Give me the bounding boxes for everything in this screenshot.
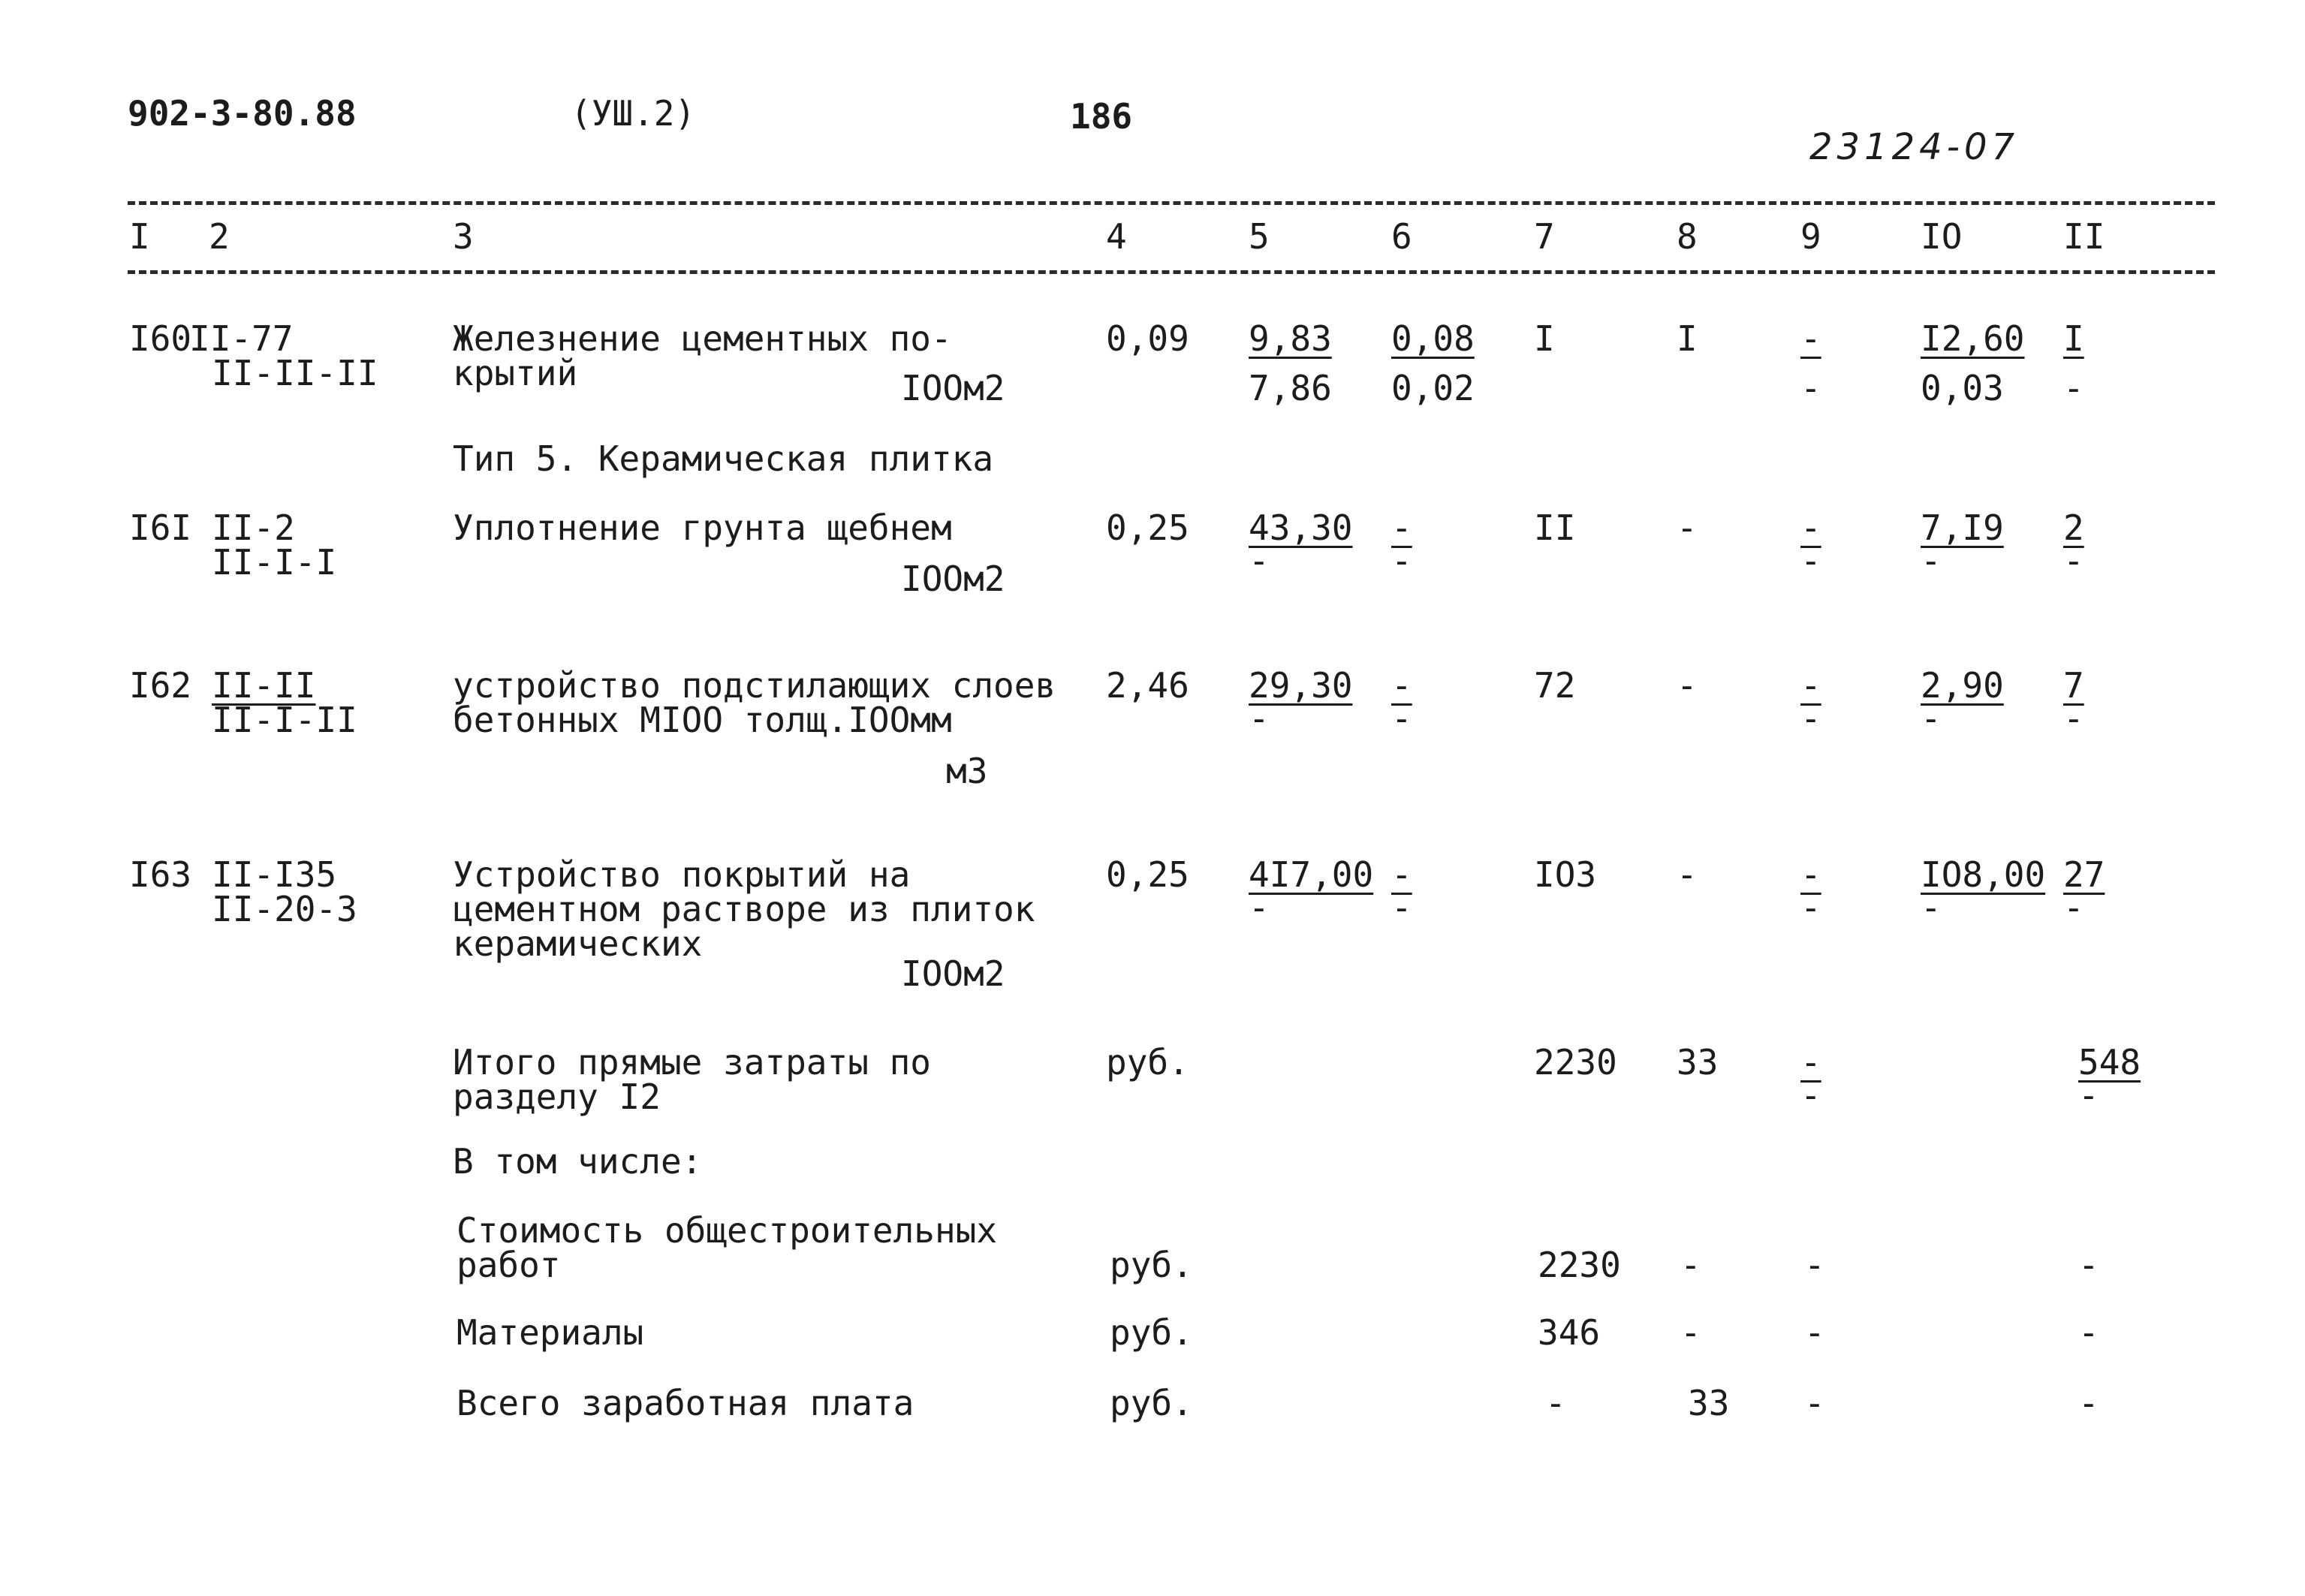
archive-stamp-number: 23124-07 <box>1809 126 2020 168</box>
unit-of-measure: IOOм2 <box>901 368 1005 408</box>
work-description-line: Железнение цементных по- <box>453 318 952 359</box>
totals-col11-top: 548 <box>2078 1042 2141 1083</box>
cell-col11-top: I <box>2063 318 2084 359</box>
cell-col9-top: - <box>1800 665 1821 706</box>
column-header-11: II <box>2063 216 2105 257</box>
cell-col5-top: 4I7,00 <box>1249 854 1374 895</box>
cell-col11-top: 2 <box>2063 507 2084 548</box>
norm-code: II-77 <box>189 318 294 359</box>
work-description-line: Уплотнение грунта щебнем <box>453 507 952 548</box>
totals-unit: руб. <box>1106 1042 1189 1083</box>
cell-col6-bottom: 0,02 <box>1391 368 1475 408</box>
cell-col9-bottom: - <box>1800 887 1821 928</box>
cell-col10-bottom: - <box>1921 541 1942 581</box>
column-header-3: 3 <box>453 216 474 257</box>
work-description-line: бетонных МIOO толщ.IOOмм <box>453 700 952 740</box>
cell-col5-bottom: - <box>1249 698 1270 739</box>
cell-col8: - <box>1677 665 1698 706</box>
breakdown-label-line: работ <box>456 1245 561 1285</box>
breakdown-col9: - <box>1804 1383 1825 1423</box>
breakdown-col7: - <box>1545 1383 1566 1423</box>
cell-col10-bottom: 0,03 <box>1921 368 2004 408</box>
norm-code: II-2 <box>212 507 295 548</box>
totals-col9-bottom: - <box>1800 1075 1821 1116</box>
breakdown-col11: - <box>2078 1383 2099 1423</box>
cell-col7: I <box>1534 318 1555 359</box>
column-header-2: 2 <box>209 216 230 257</box>
price-code: II-I-II <box>212 700 357 740</box>
row-number: I6I <box>129 507 192 548</box>
column-header-7: 7 <box>1534 216 1555 257</box>
cell-col11-bottom: - <box>2063 541 2084 581</box>
totals-col11-bottom: - <box>2078 1075 2099 1116</box>
cell-col10-top: IO8,00 <box>1921 854 2046 895</box>
cell-col9-bottom: - <box>1800 541 1821 581</box>
quantity: 0,09 <box>1106 318 1189 359</box>
cell-col6-bottom: - <box>1391 541 1412 581</box>
column-header-5: 5 <box>1249 216 1270 257</box>
cell-col7: 72 <box>1534 665 1576 706</box>
work-description-line: крытий <box>453 353 578 393</box>
totals-col7: 2230 <box>1534 1042 1617 1083</box>
cell-col11-top: 7 <box>2063 665 2084 706</box>
quantity: 0,25 <box>1106 507 1189 548</box>
cell-col5-bottom: - <box>1249 887 1270 928</box>
unit-of-measure: м3 <box>946 751 988 791</box>
unit-of-measure: IOOм2 <box>901 953 1005 994</box>
header-rule-top <box>128 201 2215 205</box>
section-reference: (УШ.2) <box>571 93 696 134</box>
breakdown-col8: - <box>1680 1245 1701 1285</box>
totals-col9-top: - <box>1800 1042 1821 1083</box>
cell-col6-top: 0,08 <box>1391 318 1475 359</box>
quantity: 2,46 <box>1106 665 1189 706</box>
cell-col10-top: 2,90 <box>1921 665 2004 706</box>
cell-col5-bottom: - <box>1249 541 1270 581</box>
breakdown-unit: руб. <box>1110 1245 1193 1285</box>
breakdown-unit: руб. <box>1110 1312 1193 1353</box>
cell-col5-top: 43,30 <box>1249 507 1353 548</box>
column-header-9: 9 <box>1800 216 1821 257</box>
cell-col6-top: - <box>1391 507 1412 548</box>
cell-col11-bottom: - <box>2063 887 2084 928</box>
breakdown-unit: руб. <box>1110 1383 1193 1423</box>
cell-col10-bottom: - <box>1921 698 1942 739</box>
breakdown-col11: - <box>2078 1312 2099 1353</box>
row-number: I60 <box>129 318 192 359</box>
header-rule-bottom <box>128 270 2215 274</box>
cell-col10-top: 7,I9 <box>1921 507 2004 548</box>
cell-col5-bottom: 7,86 <box>1249 368 1332 408</box>
work-description-line: устройство подстилающих слоев <box>453 665 1056 706</box>
cell-col5-top: 9,83 <box>1249 318 1332 359</box>
cell-col9-bottom: - <box>1800 698 1821 739</box>
row-number: I62 <box>129 665 192 706</box>
cell-col6-bottom: - <box>1391 698 1412 739</box>
breakdown-col8: 33 <box>1688 1383 1730 1423</box>
type-heading: Тип 5. Керамическая плитка <box>453 438 994 479</box>
cell-col8: - <box>1677 854 1698 895</box>
cell-col10-bottom: - <box>1921 887 1942 928</box>
cell-col7: II <box>1534 507 1576 548</box>
totals-label-line: разделу I2 <box>453 1077 661 1117</box>
quantity: 0,25 <box>1106 854 1189 895</box>
cell-col5-top: 29,30 <box>1249 665 1353 706</box>
cell-col8: I <box>1677 318 1698 359</box>
breakdown-col9: - <box>1804 1312 1825 1353</box>
column-header-10: IO <box>1921 216 1963 257</box>
price-code: II-20-3 <box>212 889 357 929</box>
breakdown-label-line: Стоимость общестроительных <box>456 1210 998 1251</box>
work-description-line: цементном растворе из плиток <box>453 889 1035 929</box>
including-label: В том числе: <box>453 1141 703 1182</box>
cell-col10-top: I2,60 <box>1921 318 2025 359</box>
cell-col6-top: - <box>1391 854 1412 895</box>
cell-col11-bottom: - <box>2063 698 2084 739</box>
norm-code: II-I35 <box>212 854 337 895</box>
row-number: I63 <box>129 854 192 895</box>
breakdown-col11: - <box>2078 1245 2099 1285</box>
cell-col11-top: 27 <box>2063 854 2105 895</box>
breakdown-label-line: Материалы <box>456 1312 644 1353</box>
breakdown-col7: 346 <box>1538 1312 1601 1353</box>
cell-col9-bottom: - <box>1800 368 1821 408</box>
column-header-1: I <box>129 216 150 257</box>
breakdown-label-line: Всего заработная плата <box>456 1383 914 1423</box>
cell-col11-bottom: - <box>2063 368 2084 408</box>
cell-col6-bottom: - <box>1391 887 1412 928</box>
column-header-4: 4 <box>1106 216 1127 257</box>
unit-of-measure: IOOм2 <box>901 559 1005 599</box>
work-description-line: керамических <box>453 923 703 964</box>
cell-col9-top: - <box>1800 507 1821 548</box>
page-number: 186 <box>1070 96 1133 137</box>
price-code: II-II-II <box>212 353 378 393</box>
breakdown-col8: - <box>1680 1312 1701 1353</box>
price-code: II-I-I <box>212 542 337 583</box>
document-code: 902-3-80.88 <box>128 93 357 134</box>
cell-col6-top: - <box>1391 665 1412 706</box>
column-header-8: 8 <box>1677 216 1698 257</box>
breakdown-col9: - <box>1804 1245 1825 1285</box>
breakdown-col7: 2230 <box>1538 1245 1621 1285</box>
column-header-6: 6 <box>1391 216 1412 257</box>
cell-col8: - <box>1677 507 1698 548</box>
norm-code: II-II <box>212 665 316 706</box>
cell-col9-top: - <box>1800 318 1821 359</box>
work-description-line: Устройство покрытий на <box>453 854 911 895</box>
cell-col7: IO3 <box>1534 854 1597 895</box>
totals-label-line: Итого прямые затраты по <box>453 1042 931 1083</box>
cell-col9-top: - <box>1800 854 1821 895</box>
totals-col8: 33 <box>1677 1042 1719 1083</box>
